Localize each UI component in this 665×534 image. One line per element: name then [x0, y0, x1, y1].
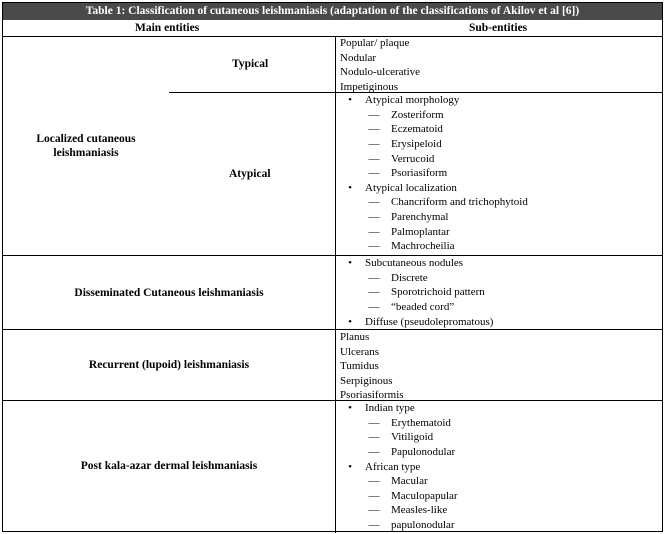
- dash-icon: —: [368, 489, 380, 502]
- dash-icon: —: [368, 475, 380, 488]
- main-entity-disseminated: Disseminated Cutaneous leishmaniasis: [74, 287, 264, 299]
- row-divider-1: [3, 255, 662, 256]
- bullet-icon: •: [348, 181, 352, 194]
- list-item: Ulcerans: [340, 345, 380, 358]
- list-item: — Verrucoid: [340, 152, 528, 167]
- dash-icon: —: [368, 416, 380, 429]
- list-item: Impetiginous: [340, 80, 399, 93]
- list-item: — Parenchymal: [340, 210, 528, 225]
- sub-entity-atypical: Atypical: [229, 168, 271, 180]
- bullet-icon: •: [348, 94, 352, 106]
- list-group-indian-type: • Indian type: [340, 401, 458, 416]
- list-item: Nodulo-ulcerative: [340, 66, 421, 79]
- dash-icon: —: [368, 271, 380, 284]
- list-item: — Measles-like: [340, 503, 458, 518]
- main-entity-pkdl: Post kala-azar dermal leishmaniasis: [80, 460, 258, 472]
- classification-table: [2, 2, 663, 532]
- bullet-icon: •: [348, 315, 352, 328]
- list-item: — Discrete: [340, 271, 493, 286]
- list-item: — Zosteriform: [340, 108, 528, 123]
- list-item: — Palmoplantar: [340, 225, 528, 240]
- list-group-diffuse: • Diffuse (pseudolepromatous): [340, 315, 493, 330]
- dash-icon: —: [368, 123, 380, 136]
- list-item: — Papulonodular: [340, 445, 458, 460]
- atypical-list: [340, 93, 528, 254]
- list-item: Tumidus: [340, 360, 379, 373]
- dash-icon: —: [368, 300, 380, 313]
- row-divider-3: [3, 400, 662, 401]
- dash-icon: —: [368, 152, 380, 165]
- sub-entity-typical: Typical: [232, 58, 269, 70]
- header-sub-entities: Sub-entities: [469, 22, 528, 34]
- list-item: — Machrocheilia: [340, 239, 528, 254]
- bullet-icon: •: [348, 402, 352, 414]
- dash-icon: —: [368, 519, 380, 532]
- dash-icon: —: [368, 504, 380, 517]
- list-item: — Maculopapular: [340, 489, 458, 504]
- list-item: Popular/ plaque: [340, 37, 410, 49]
- list-item: — Erysipeloid: [340, 137, 528, 152]
- list-item: — papulonodular: [340, 518, 458, 533]
- dash-icon: —: [368, 225, 380, 238]
- list-group-subcutaneous-nodules: • Subcutaneous nodules: [340, 256, 493, 271]
- list-item: — Macular: [340, 474, 458, 489]
- list-item: — Eczematoid: [340, 122, 528, 137]
- list-item: — Chancriform and trichophytoid: [340, 195, 528, 210]
- dash-icon: —: [368, 240, 380, 253]
- bullet-icon: •: [348, 460, 352, 473]
- dash-icon: —: [368, 108, 380, 121]
- table-caption: Table 1: Classification of cutaneous leishmaniasis (adaptation of the classifications of Akilov et al [6]): [3, 3, 662, 20]
- dash-icon: —: [368, 196, 380, 209]
- row-divider-2: [3, 329, 662, 330]
- list-item: — Psoriasiform: [340, 166, 528, 181]
- list-group-atypical-morphology: • Atypical morphology: [340, 93, 528, 108]
- list-item: Nodular: [340, 51, 377, 64]
- list-item: — Vitiligoid: [340, 430, 458, 445]
- dash-icon: —: [368, 286, 380, 299]
- list-item: Planus: [340, 331, 370, 343]
- dash-icon: —: [368, 167, 380, 180]
- disseminated-list: [340, 256, 493, 329]
- pkdl-list: [340, 401, 458, 533]
- dash-icon: —: [368, 211, 380, 224]
- list-item: Serpiginous: [340, 374, 393, 387]
- list-item: — Erythematoid: [340, 416, 458, 431]
- list-item: Psoriasiformis: [340, 389, 404, 402]
- bullet-icon: •: [348, 257, 352, 269]
- column-divider: [335, 37, 336, 533]
- recurrent-list: [340, 330, 404, 403]
- main-entity-localized: Localized cutaneous leishmaniasis: [36, 133, 136, 159]
- list-item: — “beaded cord”: [340, 300, 493, 315]
- dash-icon: —: [368, 431, 380, 444]
- table-header-row: [3, 20, 662, 37]
- dash-icon: —: [368, 137, 380, 150]
- list-group-atypical-localization: • Atypical localization: [340, 181, 528, 196]
- list-item: — Sporotrichoid pattern: [340, 285, 493, 300]
- header-main-entities: Main entities: [135, 22, 200, 34]
- dash-icon: —: [368, 445, 380, 458]
- main-entity-recurrent: Recurrent (lupoid) leishmaniasis: [88, 359, 250, 371]
- list-group-african-type: • African type: [340, 460, 458, 475]
- typical-list: [340, 36, 420, 94]
